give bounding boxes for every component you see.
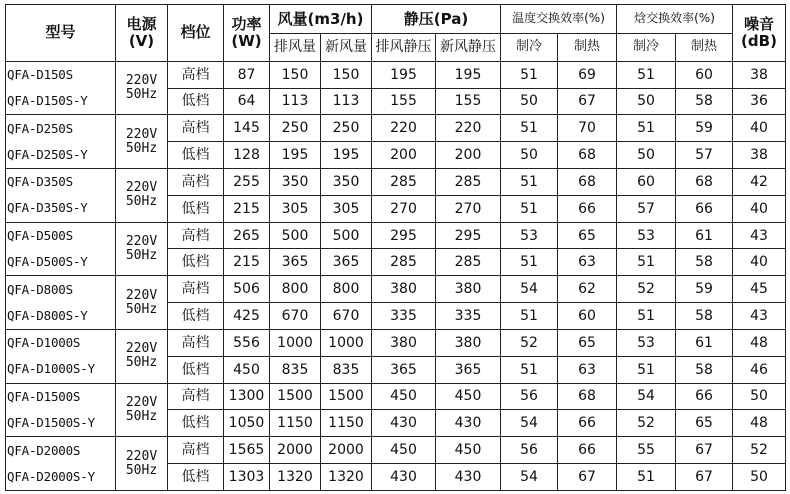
fresh-airflow-cell: 150	[321, 61, 372, 88]
noise-cell: 42	[733, 169, 786, 196]
temp-eff-heating-cell: 67	[558, 88, 617, 115]
power-cell: 215	[224, 249, 270, 276]
frequency: 50Hz	[125, 87, 158, 103]
enthalpy-eff-heating-cell: 58	[676, 88, 733, 115]
gear-cell: 低档	[168, 356, 224, 383]
gear-cell: 高档	[168, 437, 224, 464]
header-fresh-pressure: 新风静压	[436, 34, 501, 61]
fresh-airflow-cell: 113	[321, 88, 372, 115]
frequency: 50Hz	[125, 247, 158, 263]
noise-cell: 48	[733, 329, 786, 356]
header-power-supply-unit: (V)	[128, 31, 155, 50]
gear-cell: 高档	[168, 61, 224, 88]
gear-cell: 高档	[168, 115, 224, 142]
model-number: QFA-D2000S	[7, 442, 81, 458]
power-cell: 265	[224, 222, 270, 249]
temp-eff-cooling-cell: 51	[501, 249, 558, 276]
model-number-variant: QFA-D250S-Y	[7, 146, 88, 162]
power-cell: 450	[224, 356, 270, 383]
temp-eff-cooling-cell: 51	[501, 195, 558, 222]
enthalpy-eff-heating-cell: 59	[676, 276, 733, 303]
power-supply-cell	[116, 383, 168, 437]
table-row	[6, 169, 786, 196]
power-supply-cell	[116, 437, 168, 491]
fresh-airflow-cell: 1500	[321, 383, 372, 410]
voltage: 220V	[125, 73, 158, 89]
model-cell	[6, 437, 116, 491]
enthalpy-eff-cooling-cell: 52	[617, 276, 676, 303]
power-cell: 128	[224, 142, 270, 169]
model-cell	[6, 383, 116, 437]
temp-eff-heating-cell: 67	[558, 464, 617, 491]
exhaust-airflow-cell: 195	[270, 142, 321, 169]
enthalpy-eff-heating-cell: 68	[676, 169, 733, 196]
fresh-airflow-cell: 835	[321, 356, 372, 383]
exhaust-pressure-cell: 450	[372, 437, 436, 464]
header-power-supply	[116, 5, 168, 62]
noise-cell: 43	[733, 222, 786, 249]
enthalpy-eff-heating-cell: 60	[676, 61, 733, 88]
header-power-supply-label: 电源	[126, 14, 157, 33]
header-heating-enthalpy: 制热	[676, 34, 733, 61]
header-power-unit: (W)	[231, 31, 262, 50]
temp-eff-cooling-cell: 51	[501, 169, 558, 196]
noise-cell: 38	[733, 142, 786, 169]
table-row	[6, 222, 786, 249]
header-exhaust-pressure: 排风静压	[372, 34, 436, 61]
exhaust-pressure-cell: 220	[372, 115, 436, 142]
enthalpy-eff-heating-cell: 58	[676, 356, 733, 383]
temp-eff-cooling-cell: 56	[501, 383, 558, 410]
fresh-airflow-cell: 800	[321, 276, 372, 303]
exhaust-airflow-cell: 113	[270, 88, 321, 115]
fresh-pressure-cell: 450	[436, 383, 501, 410]
temp-eff-heating-cell: 66	[558, 410, 617, 437]
gear-cell: 低档	[168, 249, 224, 276]
temp-eff-heating-cell: 70	[558, 115, 617, 142]
power-cell: 556	[224, 329, 270, 356]
model-number-variant: QFA-D2000S-Y	[7, 468, 95, 484]
temp-eff-heating-cell: 62	[558, 276, 617, 303]
frequency: 50Hz	[125, 355, 158, 371]
voltage: 220V	[125, 287, 158, 303]
model-number: QFA-D350S	[7, 174, 73, 190]
fresh-pressure-cell: 285	[436, 249, 501, 276]
exhaust-pressure-cell: 380	[372, 276, 436, 303]
model-number: QFA-D800S	[7, 281, 73, 297]
header-noise-label: 噪音	[743, 14, 774, 33]
temp-eff-cooling-cell: 51	[501, 303, 558, 330]
power-supply-cell	[116, 329, 168, 383]
header-model: 型号	[6, 5, 116, 62]
table-row	[6, 61, 786, 88]
fresh-pressure-cell: 295	[436, 222, 501, 249]
temp-eff-cooling-cell: 52	[501, 329, 558, 356]
power-cell: 87	[224, 61, 270, 88]
enthalpy-eff-heating-cell: 57	[676, 142, 733, 169]
exhaust-pressure-cell: 270	[372, 195, 436, 222]
temp-eff-cooling-cell: 53	[501, 222, 558, 249]
fresh-airflow-cell: 500	[321, 222, 372, 249]
temp-eff-heating-cell: 63	[558, 249, 617, 276]
power-cell: 425	[224, 303, 270, 330]
fresh-airflow-cell: 365	[321, 249, 372, 276]
exhaust-airflow-cell: 250	[270, 115, 321, 142]
gear-cell: 高档	[168, 222, 224, 249]
exhaust-airflow-cell: 500	[270, 222, 321, 249]
gear-cell: 低档	[168, 195, 224, 222]
enthalpy-eff-cooling-cell: 53	[617, 329, 676, 356]
table-row	[6, 329, 786, 356]
temp-eff-cooling-cell: 50	[501, 88, 558, 115]
gear-cell: 高档	[168, 276, 224, 303]
model-cell	[6, 222, 116, 276]
enthalpy-eff-cooling-cell: 53	[617, 222, 676, 249]
voltage: 220V	[125, 448, 158, 464]
gear-cell: 高档	[168, 169, 224, 196]
header-airflow: 风量(m3/h)	[270, 5, 372, 34]
table-row	[6, 437, 786, 464]
header-cooling-temp: 制冷	[501, 34, 558, 61]
enthalpy-eff-heating-cell: 67	[676, 437, 733, 464]
header-row-top	[6, 5, 786, 34]
voltage: 220V	[125, 180, 158, 196]
model-number-variant: QFA-D350S-Y	[7, 200, 88, 216]
temp-eff-cooling-cell: 50	[501, 142, 558, 169]
enthalpy-eff-heating-cell: 58	[676, 303, 733, 330]
enthalpy-eff-cooling-cell: 54	[617, 383, 676, 410]
model-number: QFA-D500S	[7, 227, 73, 243]
enthalpy-eff-heating-cell: 61	[676, 329, 733, 356]
enthalpy-eff-heating-cell: 67	[676, 464, 733, 491]
fresh-pressure-cell: 380	[436, 276, 501, 303]
table-row	[6, 276, 786, 303]
table-row	[6, 115, 786, 142]
temp-eff-heating-cell: 60	[558, 303, 617, 330]
enthalpy-eff-cooling-cell: 60	[617, 169, 676, 196]
power-cell: 506	[224, 276, 270, 303]
power-cell: 64	[224, 88, 270, 115]
enthalpy-eff-cooling-cell: 50	[617, 88, 676, 115]
frequency: 50Hz	[125, 301, 158, 317]
gear-cell: 低档	[168, 142, 224, 169]
enthalpy-eff-cooling-cell: 51	[617, 61, 676, 88]
temp-eff-cooling-cell: 51	[501, 356, 558, 383]
exhaust-airflow-cell: 670	[270, 303, 321, 330]
fresh-airflow-cell: 305	[321, 195, 372, 222]
fresh-airflow-cell: 250	[321, 115, 372, 142]
fresh-airflow-cell: 670	[321, 303, 372, 330]
fresh-pressure-cell: 155	[436, 88, 501, 115]
exhaust-airflow-cell: 1150	[270, 410, 321, 437]
exhaust-pressure-cell: 200	[372, 142, 436, 169]
enthalpy-eff-cooling-cell: 52	[617, 410, 676, 437]
model-cell	[6, 61, 116, 115]
fresh-pressure-cell: 430	[436, 410, 501, 437]
model-cell	[6, 169, 116, 223]
exhaust-pressure-cell: 195	[372, 61, 436, 88]
temp-eff-heating-cell: 63	[558, 356, 617, 383]
exhaust-pressure-cell: 295	[372, 222, 436, 249]
noise-cell: 50	[733, 383, 786, 410]
noise-cell: 52	[733, 437, 786, 464]
temp-eff-heating-cell: 69	[558, 61, 617, 88]
power-supply-cell	[116, 61, 168, 115]
model-cell	[6, 276, 116, 330]
fresh-pressure-cell: 270	[436, 195, 501, 222]
model-number: QFA-D250S	[7, 120, 73, 136]
enthalpy-eff-cooling-cell: 51	[617, 356, 676, 383]
model-number-variant: QFA-D1500S-Y	[7, 414, 95, 430]
model-number-variant: QFA-D150S-Y	[7, 93, 88, 109]
header-power	[224, 5, 270, 62]
voltage: 220V	[125, 126, 158, 142]
temp-eff-cooling-cell: 56	[501, 437, 558, 464]
gear-cell: 高档	[168, 383, 224, 410]
spec-table	[5, 4, 786, 491]
power-supply-cell	[116, 169, 168, 223]
model-cell	[6, 329, 116, 383]
enthalpy-eff-cooling-cell: 50	[617, 142, 676, 169]
gear-cell: 低档	[168, 410, 224, 437]
header-noise-unit: (dB)	[741, 31, 777, 50]
fresh-pressure-cell: 365	[436, 356, 501, 383]
model-number-variant: QFA-D500S-Y	[7, 253, 88, 269]
power-supply-cell	[116, 115, 168, 169]
voltage: 220V	[125, 233, 158, 249]
power-cell: 1565	[224, 437, 270, 464]
frequency: 50Hz	[125, 140, 158, 156]
enthalpy-eff-cooling-cell: 51	[617, 249, 676, 276]
temp-eff-cooling-cell: 51	[501, 115, 558, 142]
model-number: QFA-D1000S	[7, 335, 81, 351]
exhaust-pressure-cell: 285	[372, 169, 436, 196]
exhaust-airflow-cell: 1000	[270, 329, 321, 356]
header-static-pressure: 静压(Pa)	[372, 5, 501, 34]
noise-cell: 40	[733, 249, 786, 276]
power-cell: 145	[224, 115, 270, 142]
exhaust-pressure-cell: 380	[372, 329, 436, 356]
noise-cell: 48	[733, 410, 786, 437]
model-number: QFA-D150S	[7, 67, 73, 83]
temp-eff-heating-cell: 65	[558, 329, 617, 356]
noise-cell: 36	[733, 88, 786, 115]
enthalpy-eff-cooling-cell: 51	[617, 115, 676, 142]
exhaust-airflow-cell: 150	[270, 61, 321, 88]
noise-cell: 46	[733, 356, 786, 383]
exhaust-pressure-cell: 430	[372, 410, 436, 437]
enthalpy-eff-heating-cell: 65	[676, 410, 733, 437]
voltage: 220V	[125, 341, 158, 357]
exhaust-airflow-cell: 800	[270, 276, 321, 303]
exhaust-airflow-cell: 305	[270, 195, 321, 222]
header-noise	[733, 5, 786, 62]
exhaust-pressure-cell: 155	[372, 88, 436, 115]
enthalpy-eff-cooling-cell: 57	[617, 195, 676, 222]
gear-cell: 高档	[168, 329, 224, 356]
voltage: 220V	[125, 394, 158, 410]
noise-cell: 40	[733, 115, 786, 142]
fresh-pressure-cell: 220	[436, 115, 501, 142]
header-heating-temp: 制热	[558, 34, 617, 61]
temp-eff-heating-cell: 65	[558, 222, 617, 249]
frequency: 50Hz	[125, 408, 158, 424]
fresh-airflow-cell: 2000	[321, 437, 372, 464]
fresh-airflow-cell: 195	[321, 142, 372, 169]
temp-eff-heating-cell: 66	[558, 437, 617, 464]
power-cell: 255	[224, 169, 270, 196]
noise-cell: 38	[733, 61, 786, 88]
fresh-pressure-cell: 450	[436, 437, 501, 464]
noise-cell: 43	[733, 303, 786, 330]
exhaust-pressure-cell: 335	[372, 303, 436, 330]
frequency: 50Hz	[125, 462, 158, 478]
model-number-variant: QFA-D800S-Y	[7, 307, 88, 323]
enthalpy-eff-heating-cell: 66	[676, 195, 733, 222]
temp-eff-cooling-cell: 51	[501, 61, 558, 88]
fresh-pressure-cell: 195	[436, 61, 501, 88]
exhaust-pressure-cell: 430	[372, 464, 436, 491]
header-power-label: 功率	[231, 14, 262, 33]
table-row	[6, 383, 786, 410]
noise-cell: 50	[733, 464, 786, 491]
header-enthalpy-efficiency: 焓交换效率(%)	[617, 5, 733, 34]
enthalpy-eff-cooling-cell: 51	[617, 464, 676, 491]
fresh-pressure-cell: 285	[436, 169, 501, 196]
header-exhaust-airflow: 排风量	[270, 34, 321, 61]
gear-cell: 低档	[168, 303, 224, 330]
fresh-airflow-cell: 1150	[321, 410, 372, 437]
exhaust-airflow-cell: 2000	[270, 437, 321, 464]
fresh-pressure-cell: 380	[436, 329, 501, 356]
fresh-airflow-cell: 1000	[321, 329, 372, 356]
enthalpy-eff-cooling-cell: 51	[617, 303, 676, 330]
model-number: QFA-D1500S	[7, 388, 81, 404]
header-gear: 档位	[168, 5, 224, 62]
power-cell: 1050	[224, 410, 270, 437]
power-supply-cell	[116, 222, 168, 276]
temp-eff-heating-cell: 68	[558, 383, 617, 410]
enthalpy-eff-heating-cell: 61	[676, 222, 733, 249]
frequency: 50Hz	[125, 194, 158, 210]
fresh-pressure-cell: 335	[436, 303, 501, 330]
header-fresh-airflow: 新风量	[321, 34, 372, 61]
fresh-airflow-cell: 1320	[321, 464, 372, 491]
exhaust-airflow-cell: 1500	[270, 383, 321, 410]
power-cell: 215	[224, 195, 270, 222]
exhaust-airflow-cell: 835	[270, 356, 321, 383]
fresh-airflow-cell: 350	[321, 169, 372, 196]
exhaust-airflow-cell: 1320	[270, 464, 321, 491]
header-temp-efficiency: 温度交换效率(%)	[501, 5, 617, 34]
power-cell: 1300	[224, 383, 270, 410]
enthalpy-eff-heating-cell: 59	[676, 115, 733, 142]
enthalpy-eff-heating-cell: 66	[676, 383, 733, 410]
exhaust-pressure-cell: 365	[372, 356, 436, 383]
model-number-variant: QFA-D1000S-Y	[7, 361, 95, 377]
noise-cell: 40	[733, 195, 786, 222]
temp-eff-cooling-cell: 54	[501, 276, 558, 303]
gear-cell: 低档	[168, 464, 224, 491]
enthalpy-eff-heating-cell: 58	[676, 249, 733, 276]
temp-eff-heating-cell: 66	[558, 195, 617, 222]
temp-eff-cooling-cell: 54	[501, 410, 558, 437]
temp-eff-heating-cell: 68	[558, 169, 617, 196]
power-cell: 1303	[224, 464, 270, 491]
temp-eff-cooling-cell: 54	[501, 464, 558, 491]
noise-cell: 45	[733, 276, 786, 303]
fresh-pressure-cell: 200	[436, 142, 501, 169]
exhaust-pressure-cell: 285	[372, 249, 436, 276]
exhaust-pressure-cell: 450	[372, 383, 436, 410]
fresh-pressure-cell: 430	[436, 464, 501, 491]
exhaust-airflow-cell: 365	[270, 249, 321, 276]
header-cooling-enthalpy: 制冷	[617, 34, 676, 61]
temp-eff-heating-cell: 68	[558, 142, 617, 169]
power-supply-cell	[116, 276, 168, 330]
model-cell	[6, 115, 116, 169]
gear-cell: 低档	[168, 88, 224, 115]
exhaust-airflow-cell: 350	[270, 169, 321, 196]
enthalpy-eff-cooling-cell: 55	[617, 437, 676, 464]
